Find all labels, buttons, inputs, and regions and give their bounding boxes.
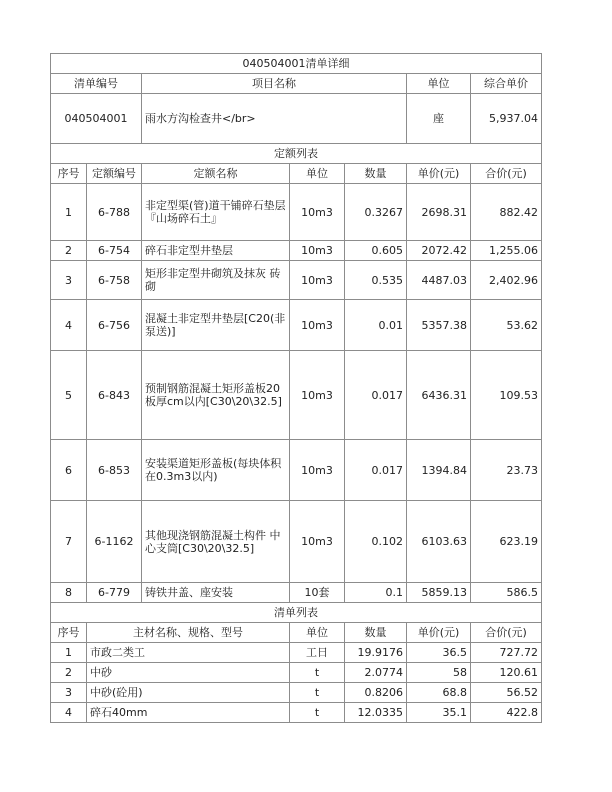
quota-index: 6 (51, 440, 87, 501)
quota-col-name: 定额名称 (142, 164, 290, 184)
item-code: 040504001 (51, 94, 142, 144)
materials-col-name: 主材名称、规格、型号 (87, 623, 290, 643)
quota-unit-price: 2072.42 (407, 241, 471, 261)
item-price: 5,937.04 (471, 94, 542, 144)
material-unit-price: 68.8 (407, 683, 471, 703)
quota-unit-price: 6103.63 (407, 501, 471, 583)
quota-row (51, 261, 542, 300)
material-unit-price: 35.1 (407, 703, 471, 723)
material-unit: t (290, 683, 345, 703)
quota-qty: 0.017 (345, 351, 407, 440)
item-header-row (51, 74, 542, 94)
quota-row (51, 583, 542, 603)
materials-col-unit-price: 单价(元) (407, 623, 471, 643)
quota-unit-price: 1394.84 (407, 440, 471, 501)
material-unit: t (290, 703, 345, 723)
material-name: 中砂(砼用) (87, 683, 290, 703)
quota-name: 矩形非定型井砌筑及抹灰 砖砌 (142, 261, 290, 300)
quota-name: 安装渠道矩形盖板(每块体积在0.3m3以内) (142, 440, 290, 501)
quota-index: 4 (51, 300, 87, 351)
quota-index: 5 (51, 351, 87, 440)
quota-col-unit-price: 单价(元) (407, 164, 471, 184)
material-index: 4 (51, 703, 87, 723)
materials-header-row (51, 623, 542, 643)
material-total: 727.72 (471, 643, 542, 663)
materials-section-row (51, 603, 542, 623)
quota-name: 碎石非定型井垫层 (142, 241, 290, 261)
quota-qty: 0.102 (345, 501, 407, 583)
material-index: 1 (51, 643, 87, 663)
quota-code: 6-754 (87, 241, 142, 261)
quota-name: 铸铁井盖、座安装 (142, 583, 290, 603)
material-name: 中砂 (87, 663, 290, 683)
quota-total: 623.19 (471, 501, 542, 583)
quota-total: 23.73 (471, 440, 542, 501)
quota-qty: 0.605 (345, 241, 407, 261)
quota-qty: 0.3267 (345, 184, 407, 241)
quota-unit-price: 2698.31 (407, 184, 471, 241)
item-row (51, 94, 542, 144)
material-name: 市政二类工 (87, 643, 290, 663)
quota-code: 6-788 (87, 184, 142, 241)
quota-unit-price: 5357.38 (407, 300, 471, 351)
quota-unit: 10m3 (290, 184, 345, 241)
quota-unit-price: 5859.13 (407, 583, 471, 603)
quota-unit: 10m3 (290, 300, 345, 351)
item-name: 雨水方沟检查井</br> (142, 94, 407, 144)
quota-index: 1 (51, 184, 87, 241)
quota-name: 其他现浇钢筋混凝土构件 中心支筒[C30\20\32.5] (142, 501, 290, 583)
material-qty: 12.0335 (345, 703, 407, 723)
quota-qty: 0.01 (345, 300, 407, 351)
quota-total: 882.42 (471, 184, 542, 241)
quota-qty: 0.535 (345, 261, 407, 300)
quota-unit: 10m3 (290, 241, 345, 261)
materials-col-total: 合价(元) (471, 623, 542, 643)
quota-col-total: 合价(元) (471, 164, 542, 184)
quota-unit-price: 4487.03 (407, 261, 471, 300)
quota-total: 586.5 (471, 583, 542, 603)
materials-col-qty: 数量 (345, 623, 407, 643)
title-row (51, 54, 542, 74)
quota-col-code: 定额编号 (87, 164, 142, 184)
quota-row (51, 184, 542, 241)
material-unit-price: 36.5 (407, 643, 471, 663)
quota-unit: 10套 (290, 583, 345, 603)
quota-col-qty: 数量 (345, 164, 407, 184)
quota-row (51, 241, 542, 261)
material-qty: 2.0774 (345, 663, 407, 683)
quota-header-row (51, 164, 542, 184)
header-unit: 单位 (407, 74, 471, 94)
material-total: 120.61 (471, 663, 542, 683)
material-row (51, 663, 542, 683)
quota-index: 2 (51, 241, 87, 261)
quota-row (51, 501, 542, 583)
material-unit-price: 58 (407, 663, 471, 683)
quota-total: 1,255.06 (471, 241, 542, 261)
material-qty: 0.8206 (345, 683, 407, 703)
material-index: 3 (51, 683, 87, 703)
quota-unit-price: 6436.31 (407, 351, 471, 440)
quota-index: 3 (51, 261, 87, 300)
quota-total: 53.62 (471, 300, 542, 351)
quota-row (51, 300, 542, 351)
quota-qty: 0.017 (345, 440, 407, 501)
material-total: 56.52 (471, 683, 542, 703)
quota-section-title: 定额列表 (51, 144, 542, 164)
quota-name: 非定型渠(管)道干铺碎石垫层『山场碎石土』 (142, 184, 290, 241)
quota-code: 6-1162 (87, 501, 142, 583)
material-total: 422.8 (471, 703, 542, 723)
quota-code: 6-756 (87, 300, 142, 351)
quota-index: 8 (51, 583, 87, 603)
quota-unit: 10m3 (290, 440, 345, 501)
header-code: 清单编号 (51, 74, 142, 94)
quota-col-unit: 单位 (290, 164, 345, 184)
material-name: 碎石40mm (87, 703, 290, 723)
material-unit: 工日 (290, 643, 345, 663)
quota-index: 7 (51, 501, 87, 583)
material-row (51, 703, 542, 723)
material-row (51, 643, 542, 663)
quota-total: 2,402.96 (471, 261, 542, 300)
quota-qty: 0.1 (345, 583, 407, 603)
materials-section-title: 清单列表 (51, 603, 542, 623)
quota-unit: 10m3 (290, 261, 345, 300)
bill-detail-table (50, 53, 542, 723)
quota-code: 6-843 (87, 351, 142, 440)
material-qty: 19.9176 (345, 643, 407, 663)
quota-code: 6-779 (87, 583, 142, 603)
material-index: 2 (51, 663, 87, 683)
quota-total: 109.53 (471, 351, 542, 440)
quota-code: 6-853 (87, 440, 142, 501)
material-row (51, 683, 542, 703)
header-name: 项目名称 (142, 74, 407, 94)
quota-row (51, 351, 542, 440)
quota-unit: 10m3 (290, 351, 345, 440)
quota-col-index: 序号 (51, 164, 87, 184)
quota-row (51, 440, 542, 501)
quota-unit: 10m3 (290, 501, 345, 583)
quota-name: 混凝土非定型井垫层[C20(非泵送)] (142, 300, 290, 351)
materials-col-unit: 单位 (290, 623, 345, 643)
quota-section-row (51, 144, 542, 164)
header-price: 综合单价 (471, 74, 542, 94)
quota-code: 6-758 (87, 261, 142, 300)
quota-name: 预制钢筋混凝土矩形盖板20板厚cm以内[C30\20\32.5] (142, 351, 290, 440)
table-title: 040504001清单详细 (51, 54, 542, 74)
material-unit: t (290, 663, 345, 683)
item-unit: 座 (407, 94, 471, 144)
materials-col-index: 序号 (51, 623, 87, 643)
